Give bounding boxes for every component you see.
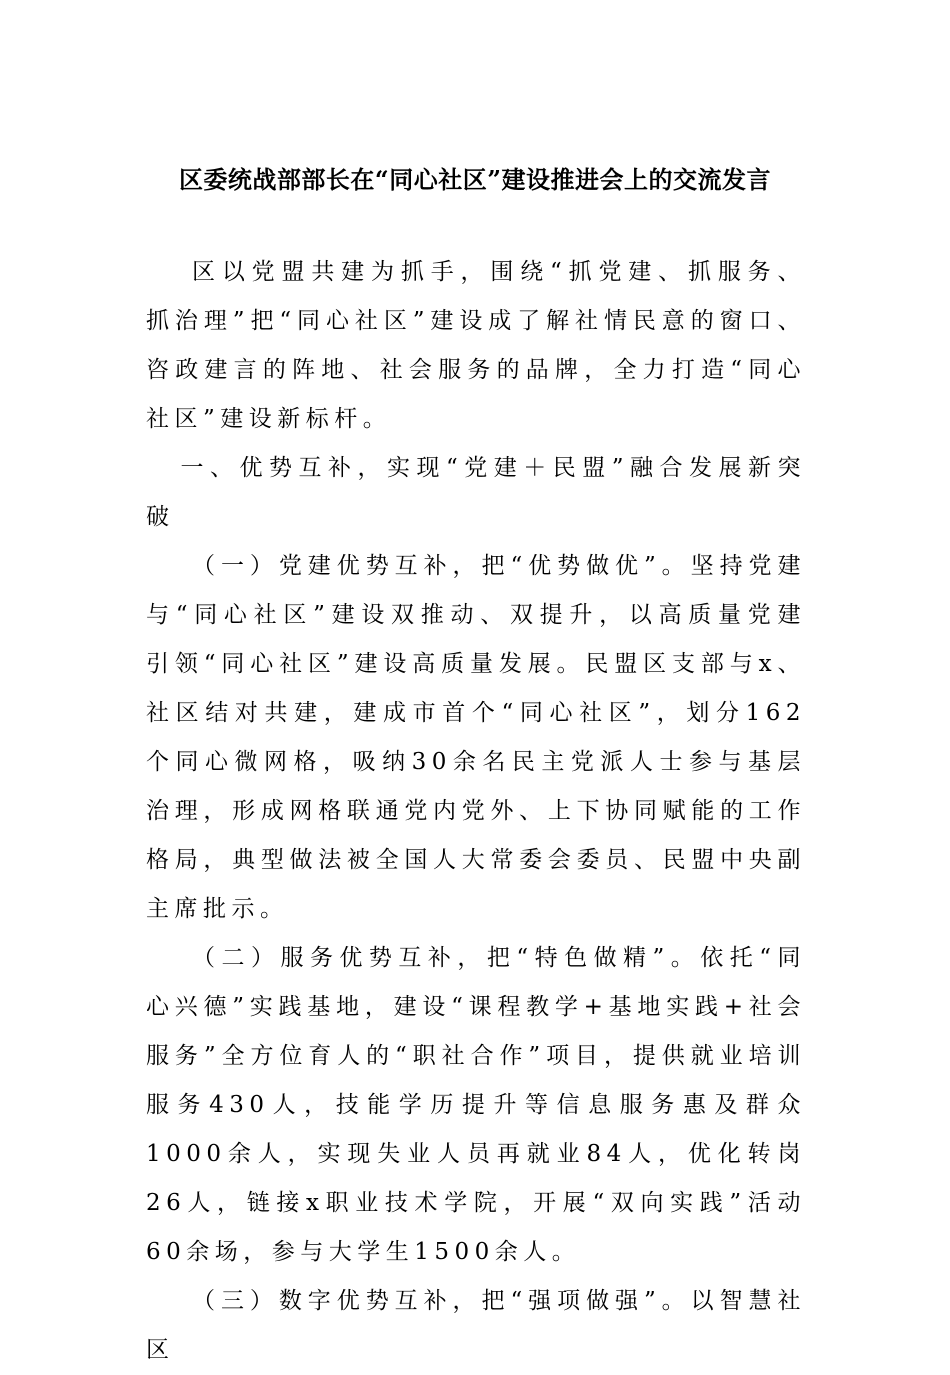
document-body — [146, 248, 806, 1375]
section-heading: 一、优势互补，实现“党建＋民盟”融合发展新突破 — [146, 455, 806, 530]
document-title: 区委统战部部长在“同心社区”建设推进会上的交流发言 — [178, 165, 772, 194]
intro-paragraph: 区以党盟共建为抓手，围绕“抓党建、抓服务、抓治理”把“同心社区”建设成了解社情民意的窗口、咨政建言的阵地、社会服务的品牌，全力打造“同心社区”建设新标杆。 — [146, 259, 806, 432]
paragraph-digital: （三）数字优势互补，把“强项做强”。以智慧社区 — [146, 1288, 806, 1363]
paragraph-party-building: （一）党建优势互补，把“优势做优”。坚持党建与“同心社区”建设双推动、双提升，以高质量党建引领“同心社区”建设高质量发展。民盟区支部与x、社区结对共建，建成市首个“同心社区”，划分162个同心微网格，吸纳30余名民主党派人士参与基层治理，形成网格联通党内党外、上下协同赋能的工作格局，典型做法被全国人大常委会委员、民盟中央副主席批示。 — [146, 553, 806, 922]
paragraph-service: （二）服务优势互补，把“特色做精”。依托“同心兴德”实践基地，建设“课程教学+基地实践+社会服务”全方位育人的“职社合作”项目，提供就业培训服务430人，技能学历提升等信息服务惠及群众1000余人，实现失业人员再就业84人，优化转岗26人，链接x职业技术学院，开展“双向实践”活动60余场，参与大学生1500余人。 — [146, 945, 806, 1265]
